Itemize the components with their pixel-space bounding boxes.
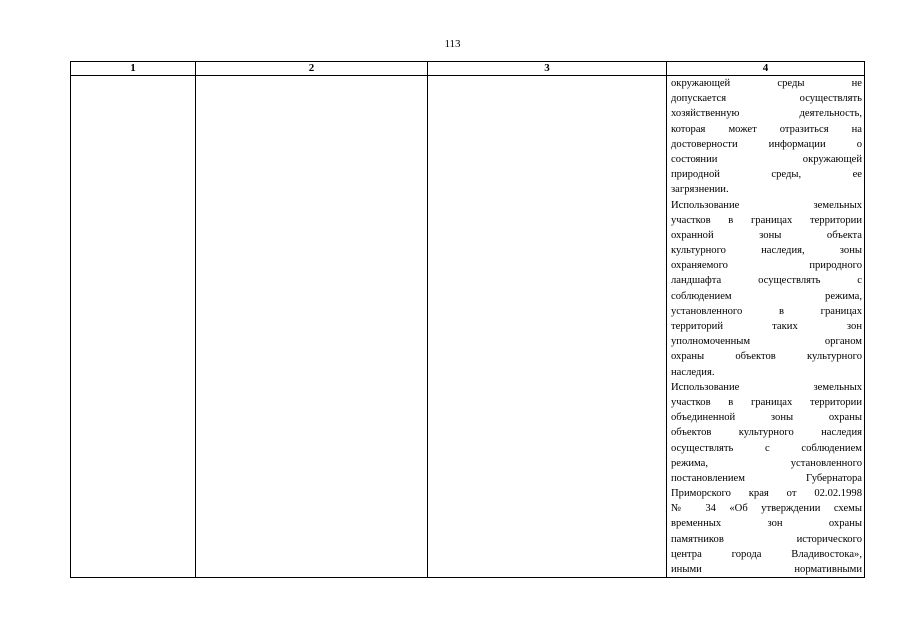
column-header-1: 1	[71, 62, 196, 76]
text-line: окружающей среды не	[671, 78, 862, 89]
text-line: которая может отразиться на	[671, 123, 862, 135]
column-header-2: 2	[196, 62, 428, 76]
table-cell-col2	[196, 76, 428, 578]
text-line: достоверности информации о	[671, 138, 862, 150]
text-line: природной среды, ее	[671, 169, 862, 181]
table-header-row	[71, 62, 865, 76]
text-line: загрязнении.	[671, 184, 729, 196]
text-line: территорий таких зон	[671, 321, 862, 332]
text-line: Приморского края от 02.02.1998	[671, 488, 862, 500]
table-cell-col4	[667, 76, 865, 578]
document-table	[70, 61, 865, 578]
text-line: уполномоченным органом	[671, 336, 862, 348]
text-line: временных зон охраны	[671, 518, 862, 530]
text-line: центра города Владивостока»,	[671, 548, 862, 560]
text-line: объектов культурного наследия	[671, 427, 862, 439]
text-line: ландшафта осуществлять с	[671, 275, 862, 287]
text-line: осуществлять с соблюдением	[671, 442, 862, 454]
text-line: Использование земельных	[671, 199, 862, 211]
cell-paragraph-text	[667, 76, 864, 577]
text-line: установленного в границах	[671, 305, 862, 317]
table-cell-col3	[428, 76, 667, 578]
text-line: соблюдением режима,	[671, 290, 862, 302]
text-line: объединенной зоны охраны	[671, 412, 862, 424]
text-line: хозяйственную деятельность,	[671, 108, 862, 120]
table-cell-col1	[71, 76, 196, 578]
text-line: участков в границах территории	[671, 214, 862, 226]
text-line: допускается осуществлять	[671, 93, 862, 105]
text-line: постановлением Губернатора	[671, 472, 862, 484]
text-line: охраны объектов культурного	[671, 351, 862, 363]
table-row	[71, 76, 865, 578]
text-line: охраняемого природного	[671, 260, 862, 272]
text-line: Использование земельных	[671, 381, 862, 393]
text-line: участков в границах территории	[671, 396, 862, 408]
text-line: охранной зоны объекта	[671, 229, 862, 241]
text-line: памятников исторического	[671, 533, 862, 545]
column-header-3: 3	[428, 62, 667, 76]
page-number: 113	[444, 38, 461, 50]
text-line: наследия.	[671, 366, 715, 378]
column-header-4: 4	[667, 62, 865, 76]
text-line: состоянии окружающей	[671, 153, 862, 165]
text-line: культурного наследия, зоны	[671, 245, 862, 257]
text-line: режима, установленного	[671, 457, 862, 469]
text-line: № 34 «Об утверждении схемы	[671, 503, 862, 515]
text-line: иными нормативными	[671, 564, 862, 575]
